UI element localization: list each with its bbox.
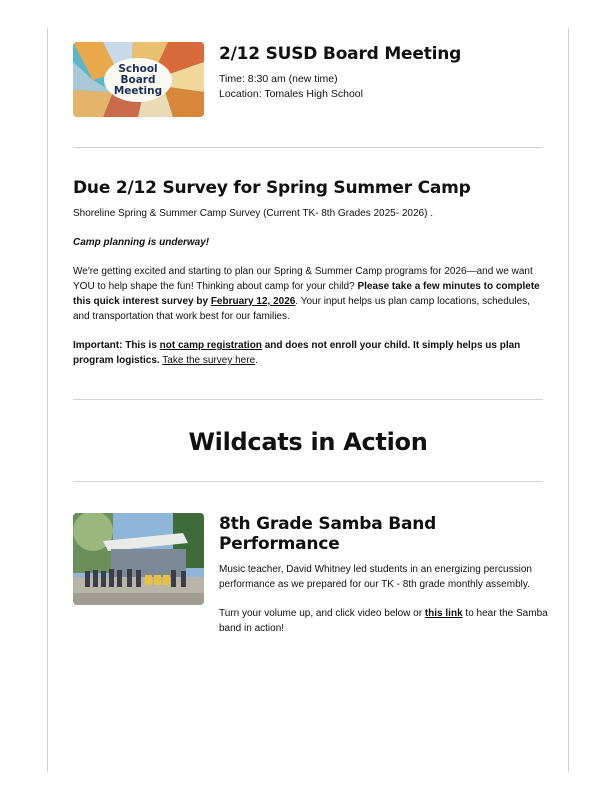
wildcats-section-title: Wildcats in Action bbox=[188, 428, 428, 456]
page-border-right bbox=[568, 28, 569, 772]
page-border-left bbox=[47, 28, 48, 772]
survey-paragraph bbox=[73, 264, 548, 324]
survey-section bbox=[73, 178, 548, 368]
samba-band-photo bbox=[73, 513, 204, 605]
image-text-line1: School bbox=[118, 63, 158, 75]
important-text: and does not enroll your child. It simply helps us plan program logistics. bbox=[73, 340, 521, 366]
important-note bbox=[73, 338, 548, 368]
samba-video-link[interactable]: this link bbox=[424, 608, 463, 619]
divider bbox=[73, 147, 543, 148]
divider bbox=[73, 399, 543, 400]
school-board-meeting-image bbox=[73, 42, 204, 117]
samba-paragraph-1: Music teacher, David Whitney led students in an energizing percussion performance as we prepared for our TK - 8th grade monthly assembly. bbox=[219, 564, 532, 590]
samba-title: 8th Grade Samba Band Performance bbox=[219, 514, 437, 554]
camp-underway: Camp planning is underway! bbox=[73, 237, 210, 248]
board-meeting-text bbox=[219, 44, 549, 102]
survey-due-date: February 12, 2026 bbox=[210, 296, 296, 307]
board-meeting-time: Time: 8:30 am (new time) bbox=[219, 73, 338, 85]
samba-para2-a: Turn your volume up, and click video below or bbox=[219, 608, 425, 619]
image-text-line2: Board bbox=[120, 74, 156, 86]
take-survey-link[interactable]: Take the survey here bbox=[162, 355, 256, 366]
survey-para-bold: Please take a few minutes to complete this quick interest survey by bbox=[73, 281, 540, 307]
survey-title: Due 2/12 Survey for Spring Summer Camp bbox=[73, 178, 471, 198]
not-registration: not camp registration bbox=[159, 340, 262, 351]
board-meeting-title: 2/12 SUSD Board Meeting bbox=[219, 44, 462, 64]
survey-para-part1: We're getting excited and starting to plan our Spring & Summer Camp programs for 2026—and we want YOU to help shape the fun! Thinking about camp for your child? bbox=[73, 266, 533, 292]
samba-para2-b: to hear the Samba band in action! bbox=[219, 608, 548, 634]
samba-paragraph-2 bbox=[219, 606, 549, 636]
divider bbox=[73, 481, 543, 482]
board-meeting-location: Location: Tomales High School bbox=[219, 88, 363, 100]
survey-para-part2: . Your input helps us plan camp locations, schedules, and transportation that work best for our families. bbox=[73, 296, 530, 322]
period: . bbox=[255, 355, 258, 366]
image-text-line3: Meeting bbox=[113, 85, 163, 97]
survey-intro: Shoreline Spring & Summer Camp Survey (Current TK- 8th Grades 2025- 2026) . bbox=[73, 208, 433, 219]
samba-text bbox=[219, 514, 549, 636]
important-label: Important: This is bbox=[73, 340, 160, 351]
